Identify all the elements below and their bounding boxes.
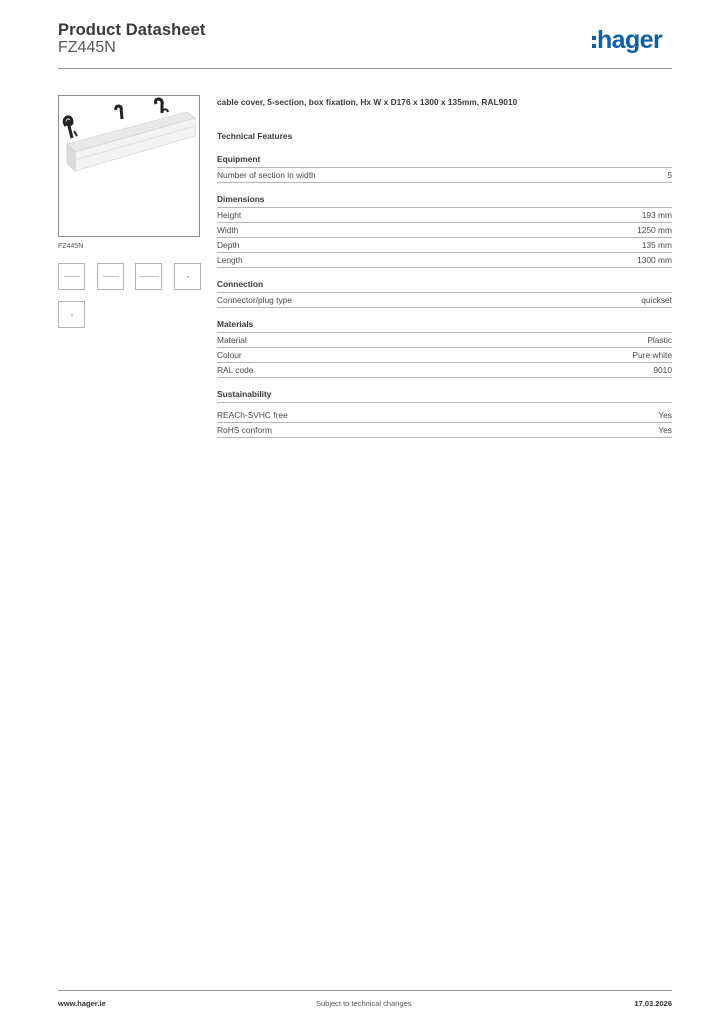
footer-notice: Subject to technical changes: [316, 999, 412, 1008]
thumbnail-4[interactable]: [174, 263, 201, 290]
spec-value: quickset: [641, 295, 672, 305]
spec-value: 193 mm: [641, 210, 672, 220]
section-title: Connection: [217, 277, 672, 293]
spec-row: [217, 253, 672, 268]
spec-row: [217, 363, 672, 378]
spec-value: 5: [667, 170, 672, 180]
spec-label: Depth: [217, 240, 240, 250]
spec-label: RAL code: [217, 365, 254, 375]
section-dimensions: [217, 192, 672, 268]
spec-value: 1250 mm: [637, 225, 672, 235]
spec-sections: [217, 151, 672, 447]
profile-thumbnail-icon: [64, 276, 80, 277]
spec-row: [217, 293, 672, 308]
section-connection: [217, 277, 672, 308]
section-title: Materials: [217, 317, 672, 333]
header-divider: [58, 68, 672, 69]
product-description: cable cover, 5-section, box fixation, Hx W x D176 x 1300 x 135mm, RAL9010: [217, 97, 518, 107]
cable-cover-icon: [59, 96, 199, 236]
spec-row: [217, 208, 672, 223]
section-title: Sustainability: [217, 387, 672, 403]
spec-label: Material: [217, 335, 247, 345]
spec-label: Height: [217, 210, 242, 220]
spec-row: [217, 348, 672, 363]
thumbnail-5[interactable]: [58, 301, 85, 328]
section-materials: [217, 317, 672, 378]
footer-website-link[interactable]: www.hager.ie: [58, 999, 106, 1008]
thumbnail-1[interactable]: [58, 263, 85, 290]
logo-text: hager: [597, 26, 663, 54]
spec-label: Connector/plug type: [217, 295, 292, 305]
spec-value: 135 mm: [641, 240, 672, 250]
small-part-thumbnail-icon: [71, 314, 73, 316]
spec-value: Yes: [658, 425, 672, 435]
profile-with-clips-thumbnail-icon: [139, 276, 159, 277]
product-image[interactable]: [58, 95, 200, 237]
spec-value: 9010: [653, 365, 672, 375]
profile-thumbnail-icon: [103, 276, 119, 277]
spec-row: [217, 168, 672, 183]
footer-divider: [58, 990, 672, 991]
thumbnail-3[interactable]: [135, 263, 162, 290]
section-sustainability: [217, 387, 672, 438]
logo-dots-icon: [592, 36, 596, 48]
spec-label: Width: [217, 225, 239, 235]
spec-value: Pure white: [632, 350, 672, 360]
technical-features-heading: Technical Features: [217, 131, 293, 141]
spec-row: [217, 223, 672, 238]
spec-value: Plastic: [647, 335, 672, 345]
spec-row: [217, 423, 672, 438]
spec-row: [217, 408, 672, 423]
image-caption: FZ445N: [58, 243, 84, 250]
spec-label: Number of section in width: [217, 170, 316, 180]
spec-label: Colour: [217, 350, 242, 360]
section-equipment: [217, 152, 672, 183]
spec-row: [217, 333, 672, 348]
hager-logo[interactable]: [592, 28, 662, 53]
product-code: FZ445N: [58, 39, 116, 56]
section-title: Dimensions: [217, 192, 672, 208]
spec-value: 1300 mm: [637, 255, 672, 265]
footer-date: 17.03.2026: [634, 999, 672, 1008]
section-title: Equipment: [217, 152, 672, 168]
spec-label: REACh-SVHC free: [217, 410, 288, 420]
small-part-thumbnail-icon: [187, 276, 189, 278]
spec-label: Length: [217, 255, 243, 265]
page-title: Product Datasheet: [58, 21, 206, 39]
spec-row: [217, 238, 672, 253]
spec-value: Yes: [658, 410, 672, 420]
spec-label: RoHS conform: [217, 425, 272, 435]
thumbnail-2[interactable]: [97, 263, 124, 290]
